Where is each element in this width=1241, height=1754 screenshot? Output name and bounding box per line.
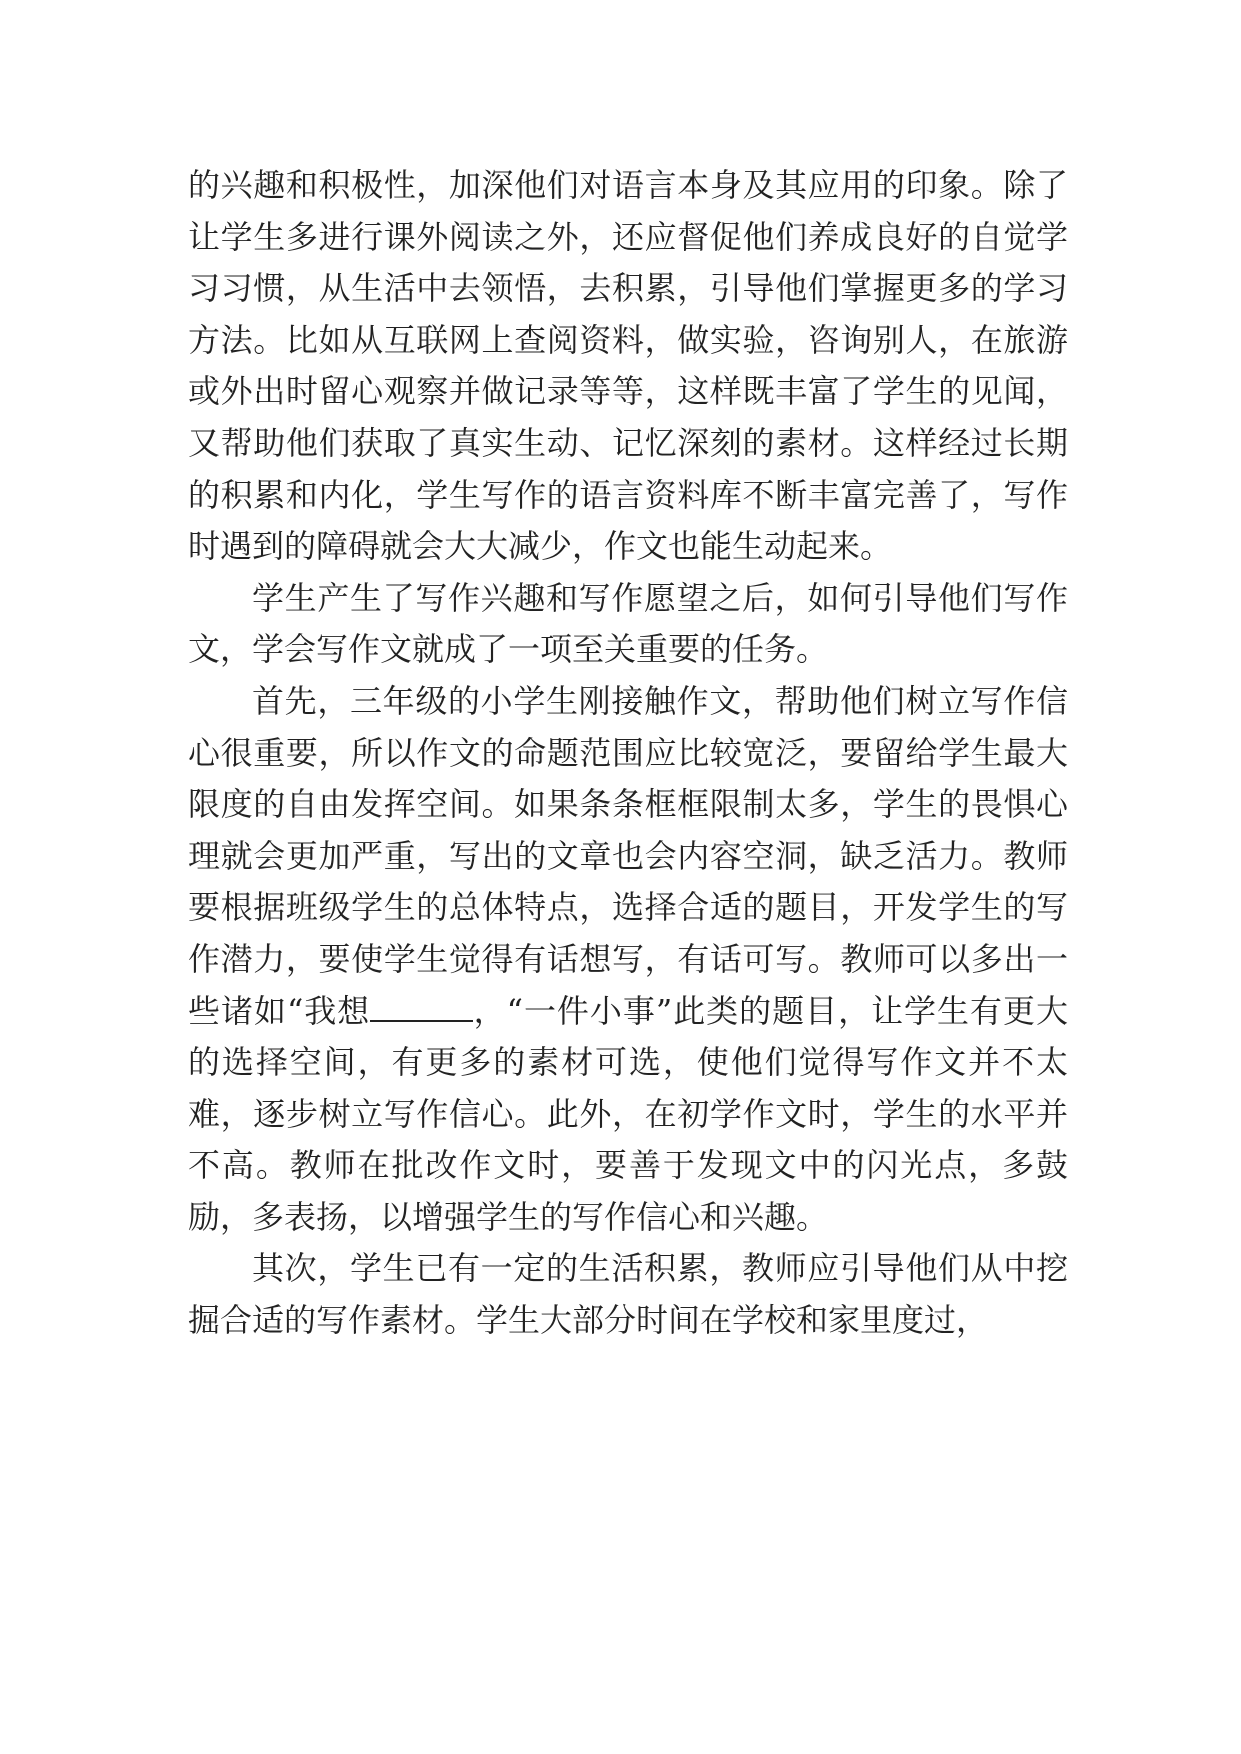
paragraph-intro: 学生产生了写作兴趣和写作愿望之后，如何引导他们写作文，学会写作文就成了一项至关重要的任务。 <box>188 578 1068 669</box>
document-page <box>188 160 1068 1347</box>
paragraph-first <box>188 676 1068 1244</box>
fill-in-blank <box>370 991 472 1022</box>
paragraph-first-part1: 首先，三年级的小学生刚接触作文，帮助他们树立写作信心很重要，所以作文的命题范围应比较宽泛，要留给学生最大限度的自由发挥空间。如果条条框框限制太多，学生的畏惧心理就会更加严重，写出的文章也会内容空洞，缺乏活力。教师要根据班级学生的总体特点，选择合适的题目，开发学生的写作潜力，要使学生觉得有话想写，有话可写。教师可以多出一些诸如“我想 <box>188 681 1068 1030</box>
paragraph-first-part2: ，“一件小事”此类的题目，让学生有更大的选择空间，有更多的素材可选，使他们觉得写作文并不太难，逐步树立写作信心。此外，在初学作文时，学生的水平并不高。教师在批改作文时，要善于发现文中的闪光点，多鼓励，多表扬，以增强学生的写作信心和兴趣。 <box>188 991 1068 1236</box>
paragraph-continuation: 的兴趣和积极性，加深他们对语言本身及其应用的印象。除了让学生多进行课外阅读之外，还应督促他们养成良好的自觉学习习惯，从生活中去领悟，去积累，引导他们掌握更多的学习方法。比如从互联网上查阅资料，做实验，咨询别人，在旅游或外出时留心观察并做记录等等，这样既丰富了学生的见闻，又帮助他们获取了真实生动、记忆深刻的素材。这样经过长期的积累和内化，学生写作的语言资料库不断丰富完善了，写作时遇到的障碍就会大大减少，作文也能生动起来。 <box>188 166 1068 566</box>
paragraph-second: 其次，学生已有一定的生活积累，教师应引导他们从中挖掘合适的写作素材。学生大部分时间在学校和家里度过， <box>188 1249 1068 1340</box>
